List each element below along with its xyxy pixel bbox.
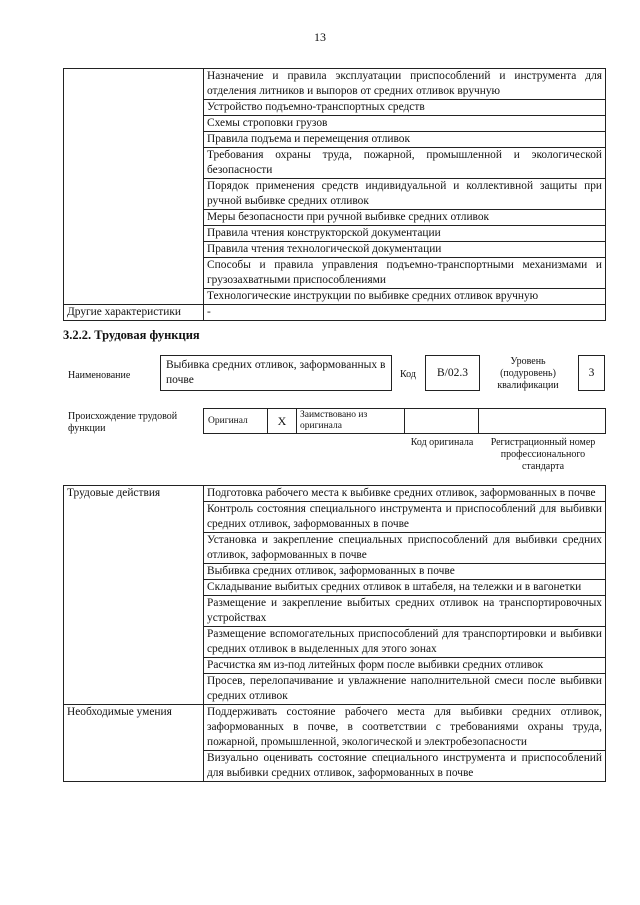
knowledge-item: Правила чтения конструкторской документации (204, 226, 606, 242)
labor-action-item: Складывание выбитых средних отливок в штабеля, на тележки и в вагонетки (204, 580, 606, 596)
knowledge-item: Способы и правила управления подъемно-транспортными механизмами и грузозахватными приспособлениями (204, 258, 606, 289)
borrowed-cell (297, 409, 405, 433)
section-title: 3.2.2. Трудовая функция (63, 328, 200, 342)
knowledge-item: Схемы строповки грузов (204, 116, 606, 132)
labor-actions-table (63, 485, 606, 782)
knowledge-item: Требования охраны труда, пожарной, промышленной и экологической безопасности (204, 148, 606, 179)
origin-label: Происхождение трудовой функции (68, 411, 178, 434)
table-row (64, 305, 606, 321)
origin-original-cell (204, 409, 268, 433)
name-value: Выбивка средних отливок, заформованных в почве (160, 355, 392, 391)
labor-action-item: Выбивка средних отливок, заформованных в почве (204, 564, 606, 580)
knowledge-item: Порядок применения средств индивидуальной и коллективной защиты при ручной выбивке средних отливок (204, 179, 606, 210)
knowledge-label-cell (64, 69, 204, 305)
skill-item: Поддерживать состояние рабочего места для выбивки средних отливок, заформованных в почве, в соответствии с требованиями охраны труда, пожарной, промышленной, экологической и электробезопасности (204, 705, 606, 751)
table-row (64, 69, 606, 100)
labor-action-item: Просев, перелопачивание и увлажнение наполнительной смеси после выбивки средних отливок (204, 674, 606, 705)
reg-number-cell (479, 409, 605, 433)
labor-action-item: Расчистка ям из-под литейных форм после выбивки средних отливок (204, 658, 606, 674)
borrowed-label: Заимствовано из оригинала (300, 410, 368, 431)
other-characteristics-value: - (204, 305, 606, 321)
original-mark: X (268, 409, 297, 433)
labor-action-item: Установка и закрепление специальных приспособлений для выбивки средних отливок, заформованных в почве (204, 533, 606, 564)
level-value: 3 (578, 355, 605, 391)
knowledge-item: Правила подъема и перемещения отливок (204, 132, 606, 148)
code-label: Код (400, 369, 416, 380)
table-row (64, 486, 606, 502)
knowledge-item: Правила чтения технологической документации (204, 242, 606, 258)
knowledge-table (63, 68, 606, 321)
code-value: В/02.3 (425, 355, 480, 391)
origin-row (203, 408, 606, 434)
page-number: 13 (314, 30, 326, 44)
level-label: Уровень (подуровень) квалификации (497, 356, 559, 391)
knowledge-item: Устройство подъемно-транспортных средств (204, 100, 606, 116)
reg-number-label: Регистрационный номер профессионального стандарта (490, 437, 596, 472)
skill-item: Визуально оценивать состояние специального инструмента и приспособлений для выбивки средних отливок, заформованных в почве (204, 751, 606, 782)
labor-action-item: Размещение вспомогательных приспособлений для транспортировки и выбивки средних отливок в выделенных для этого зонах (204, 627, 606, 658)
original-label: Оригинал (208, 416, 248, 426)
knowledge-item: Технологические инструкции по выбивке средних отливок вручную (204, 289, 606, 305)
knowledge-item: Меры безопасности при ручной выбивке средних отливок (204, 210, 606, 226)
name-label: Наименование (68, 370, 131, 381)
table-row (64, 705, 606, 751)
labor-actions-label: Трудовые действия (64, 486, 204, 705)
labor-action-item: Подготовка рабочего места к выбивке средних отливок, заформованных в почве (204, 486, 606, 502)
code-original-label: Код оригинала (410, 437, 474, 448)
original-code-cell (405, 409, 479, 433)
other-characteristics-label: Другие характеристики (64, 305, 204, 321)
labor-action-item: Контроль состояния специального инструмента и приспособлений для выбивки средних отливок, заформованных в почве (204, 502, 606, 533)
required-skills-label: Необходимые умения (64, 705, 204, 782)
knowledge-item: Назначение и правила эксплуатации приспособлений и инструмента для отделения литников и выпоров от средних отливок вручную (204, 69, 606, 100)
labor-action-item: Размещение и закрепление выбитых средних отливок на транспортировочных устройствах (204, 596, 606, 627)
